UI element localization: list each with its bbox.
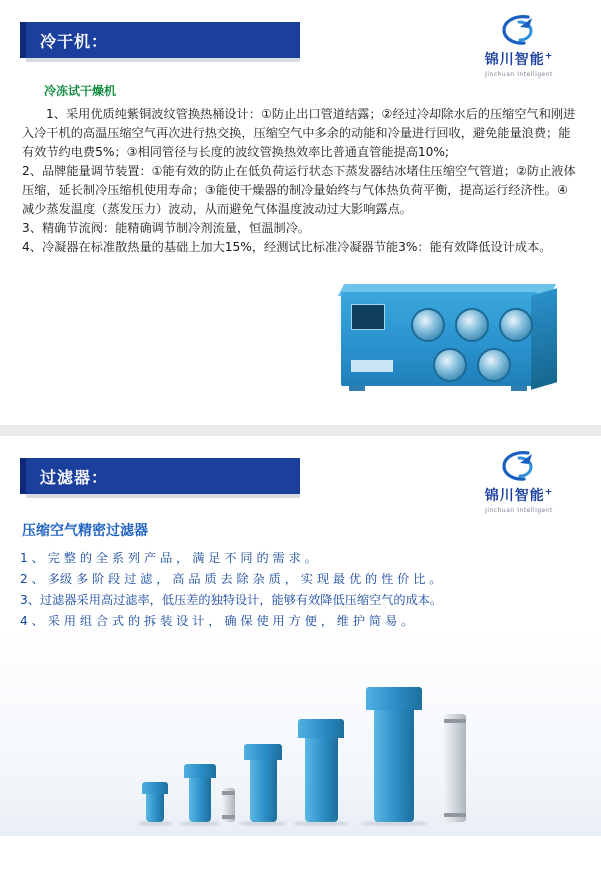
filter-paragraph-4: 4 、 采 用 组 合 式 的 拆 装 设 计 ， 确 保 使 用 方 便 ， 维 护 简 易 。 [20, 614, 414, 628]
filter-cartridge [222, 788, 235, 822]
section-dryer-title: 冷干机： [40, 31, 109, 51]
section-filter-subtitle: 压缩空气精密过滤器 [22, 523, 148, 539]
filter-unit [142, 782, 168, 822]
filter-shadow [138, 821, 172, 826]
filter-unit [298, 719, 344, 822]
section-dryer-body [22, 105, 577, 257]
filter-bowl [250, 760, 277, 822]
section-dryer [0, 0, 601, 425]
brand-logo [459, 12, 579, 78]
section-dryer-title-bar [20, 22, 300, 58]
filter-paragraph-2: 2 、 多级 多 阶 段 过 滤 ， 高 品 质 去 除 杂 质 ， 实 现 最 优 的 性 价 比 。 [20, 572, 442, 586]
machine-control-panel [351, 304, 385, 330]
precision-filter-product-lineup-photo [0, 636, 601, 836]
dryer-paragraph-2: 2、品牌能量调节装置：①能有效的防止在低负荷运行状态下蒸发器结冰堵住压缩空气管道；②防止液体压缩，延长制冷压缩机使用寿命；③能使干燥器的制冷量始终与气体热负荷平衡，提高运行经济性。④减少蒸发温度（蒸发压力）波动，从而避免气体温度波动过大影响露点。 [22, 164, 576, 216]
filter-bowl [305, 738, 338, 822]
machine-foot [349, 386, 365, 391]
filter-shadow [180, 821, 220, 826]
cartridge-band [222, 791, 235, 795]
refrigerated-air-dryer-photo [315, 278, 583, 406]
jinchuan-swoosh-icon [459, 12, 579, 48]
filter-paragraph-3: 3、过滤器采用高过滤率，低压差的独特设计，能够有效降低压缩空气的成本。 [20, 593, 443, 607]
filter-cartridge [444, 714, 466, 822]
jinchuan-swoosh-icon [459, 448, 579, 484]
filter-head [184, 764, 216, 778]
dryer-paragraph-3: 3、精确节流阀：能精确调节制冷剂流量，恒温制冷。 [22, 221, 311, 235]
brand-name: 锦川智能+ [484, 487, 554, 504]
section-filter-body [20, 548, 581, 632]
section-dryer-header [0, 0, 601, 78]
photo-background [315, 278, 583, 406]
filter-shadow [239, 821, 287, 826]
title-bar-shadow [26, 494, 300, 498]
filter-head [244, 744, 282, 760]
filter-bowl [374, 710, 414, 822]
filter-shadow [293, 821, 349, 826]
cartridge-band [444, 719, 466, 723]
machine-side [531, 288, 557, 389]
section-dryer-subtitle: 冷冻试干燥机 [44, 84, 117, 98]
section-filter [0, 436, 601, 877]
machine-fan [455, 308, 489, 342]
filter-unit [184, 764, 216, 822]
filter-head [366, 687, 422, 710]
machine-fan [499, 308, 533, 342]
brand-logo [459, 448, 579, 514]
filter-bowl [189, 778, 211, 822]
machine-fan [433, 348, 467, 382]
filter-unit [244, 744, 282, 822]
machine-name-plate [351, 360, 393, 372]
cartridge-band [222, 815, 235, 819]
section-filter-title: 过滤器： [40, 467, 109, 487]
cartridge-band [444, 813, 466, 817]
brand-pinyin: Jinchuan Intelligent [485, 71, 553, 78]
filter-bowl [146, 794, 164, 822]
dryer-paragraph-1: 1、采用优质纯紫铜波纹管换热桶设计：①防止出口管道结露；②经过冷却除水后的压缩空气和刚进入冷干机的高温压缩空气再次进行热交换，压缩空气中多余的动能和冷量进行回收，避免能量浪费；能有效节约电费5%；③相同管径与长度的波纹管换热效率比普通直管能提高10%; [22, 107, 576, 159]
section-filter-title-bar [20, 458, 300, 494]
machine-fan [411, 308, 445, 342]
brand-name: 锦川智能+ [484, 51, 554, 68]
section-filter-header [0, 436, 601, 514]
section-divider [0, 425, 601, 436]
dryer-paragraph-4: 4、冷凝器在标准散热量的基础上加大15%，经测试比标准冷凝器节能3%：能有效降低设计成本。 [22, 240, 552, 254]
filter-head [298, 719, 344, 738]
filter-unit [366, 687, 422, 822]
machine-foot [511, 386, 527, 391]
filter-units-group [108, 672, 508, 822]
filter-paragraph-1: 1 、 完 整 的 全 系 列 产 品 ， 满 足 不 同 的 需 求 。 [20, 551, 317, 565]
filter-shadow [360, 821, 428, 826]
title-bar-shadow [26, 58, 300, 62]
machine-fan [477, 348, 511, 382]
brand-pinyin: Jinchuan Intelligent [485, 507, 553, 514]
filter-head [142, 782, 168, 794]
